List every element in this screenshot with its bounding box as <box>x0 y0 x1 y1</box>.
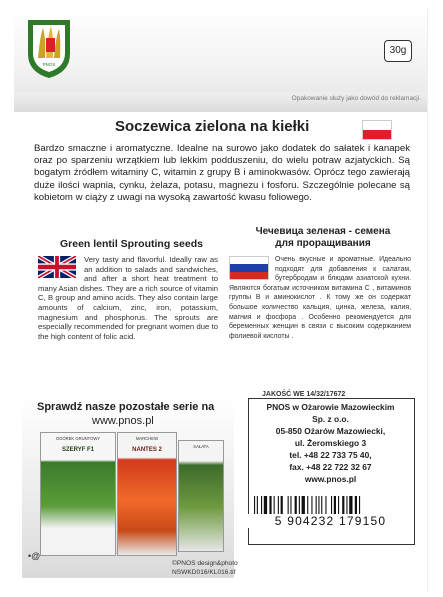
complaint-notice: Opakowanie służy jako dowód do reklamacji. <box>291 95 421 102</box>
description-en: Very tasty and flavorful. Ideally raw as an addition to salads and sandwiches, and after a short heat treatment to many Asian dishes. They are a rich source of vitamin C, B group and amino acids. They also contain large amounts of calcium, zinc, iron, potassium, magnesium and phosphorus. The sprouts are especially recommended for pregnant women due to the high content of folic acid. <box>38 255 218 341</box>
barcode-number: 5 904232 179150 <box>248 514 413 528</box>
description-pl: Bardzo smaczne i aromatyczne. Idealne na surowo jako dodatek do sałatek i kanapek oraz po sparzeniu wrzątkiem lub lekkim podduszeniu, do wielu potraw azjatyckich. Są bogatym źródłem witaminy C, witamin z grupy B i aminokwasów. Oprócz tego zawierają duże ilości wapnia, cynku, żelaza, potasu, magnezu i fosforu. Szczególnie polecane są kobietom w ciąży z uwagi na wysoką zawartość kwasu foliowego. <box>34 143 410 203</box>
promo-packet-cucumber <box>40 432 116 556</box>
promo-title: Sprawdź nasze pozostałe serie na <box>37 401 215 413</box>
address-fax: fax. +48 22 722 32 67 <box>289 462 372 472</box>
address-website: www.pnos.pl <box>304 474 357 484</box>
product-title-en: Green lentil Sprouting seeds <box>60 238 203 250</box>
address-street: ul. Żeromskiego 3 <box>294 438 367 448</box>
product-title-pl: Soczewica zielona na kiełki <box>115 118 310 135</box>
address-phone: tel. +48 22 733 75 40, <box>289 450 372 460</box>
quality-code: JAKOŚĆ WE 14/32/17672 <box>262 391 346 398</box>
recycling-marks: •@ <box>28 551 41 561</box>
address-postcode: 05-850 Ożarów Mazowiecki, <box>275 426 386 436</box>
credits-design: ©PNOS design&photo <box>172 560 238 567</box>
credits-file: NSWKD016/KL016.tif <box>172 568 236 576</box>
svg-text:PNOS: PNOS <box>42 62 56 67</box>
promo-url: www.pnos.pl <box>92 415 154 427</box>
credits <box>172 560 238 577</box>
address-company-type: Sp. z o.o. <box>312 414 349 424</box>
weight-badge: 30g <box>384 40 412 62</box>
pnos-logo-icon <box>24 14 74 80</box>
promo-packet-name: NANTES 2 <box>132 447 162 453</box>
address-company: PNOS w Ożarowie Mazowieckim <box>266 402 395 412</box>
description-ru: Очень вкусные и ароматные. Идеально подходят для добавления к салатам, бутербродам и блюдам азиатской кухни. Являются богатым источником витамина С , витаминов группы В и аминокислот . К тому же он содержат большое количество кальция, цинка, железа, калия, магния и фосфора . Особенно рекомендуется для беременных женщин в связи с высоким содержанием фолиевой кислоты . <box>229 256 411 340</box>
promo-packet-carrot <box>117 432 177 556</box>
russian-flag-icon <box>229 256 269 280</box>
promo-packet-label: SAŁATA <box>193 444 209 449</box>
polish-flag-icon <box>362 120 392 140</box>
promo-packet-lettuce <box>178 440 224 552</box>
promo-packet-label: OGÓREK GRUNTOWY <box>55 436 101 441</box>
uk-flag-icon <box>38 256 76 278</box>
promo-packet-name: SZERYF F1 <box>61 447 95 453</box>
product-title-ru: Чечевица зеленая - семена для проращивания <box>255 226 391 249</box>
promo-packet-label: MARCHEW <box>135 436 159 441</box>
